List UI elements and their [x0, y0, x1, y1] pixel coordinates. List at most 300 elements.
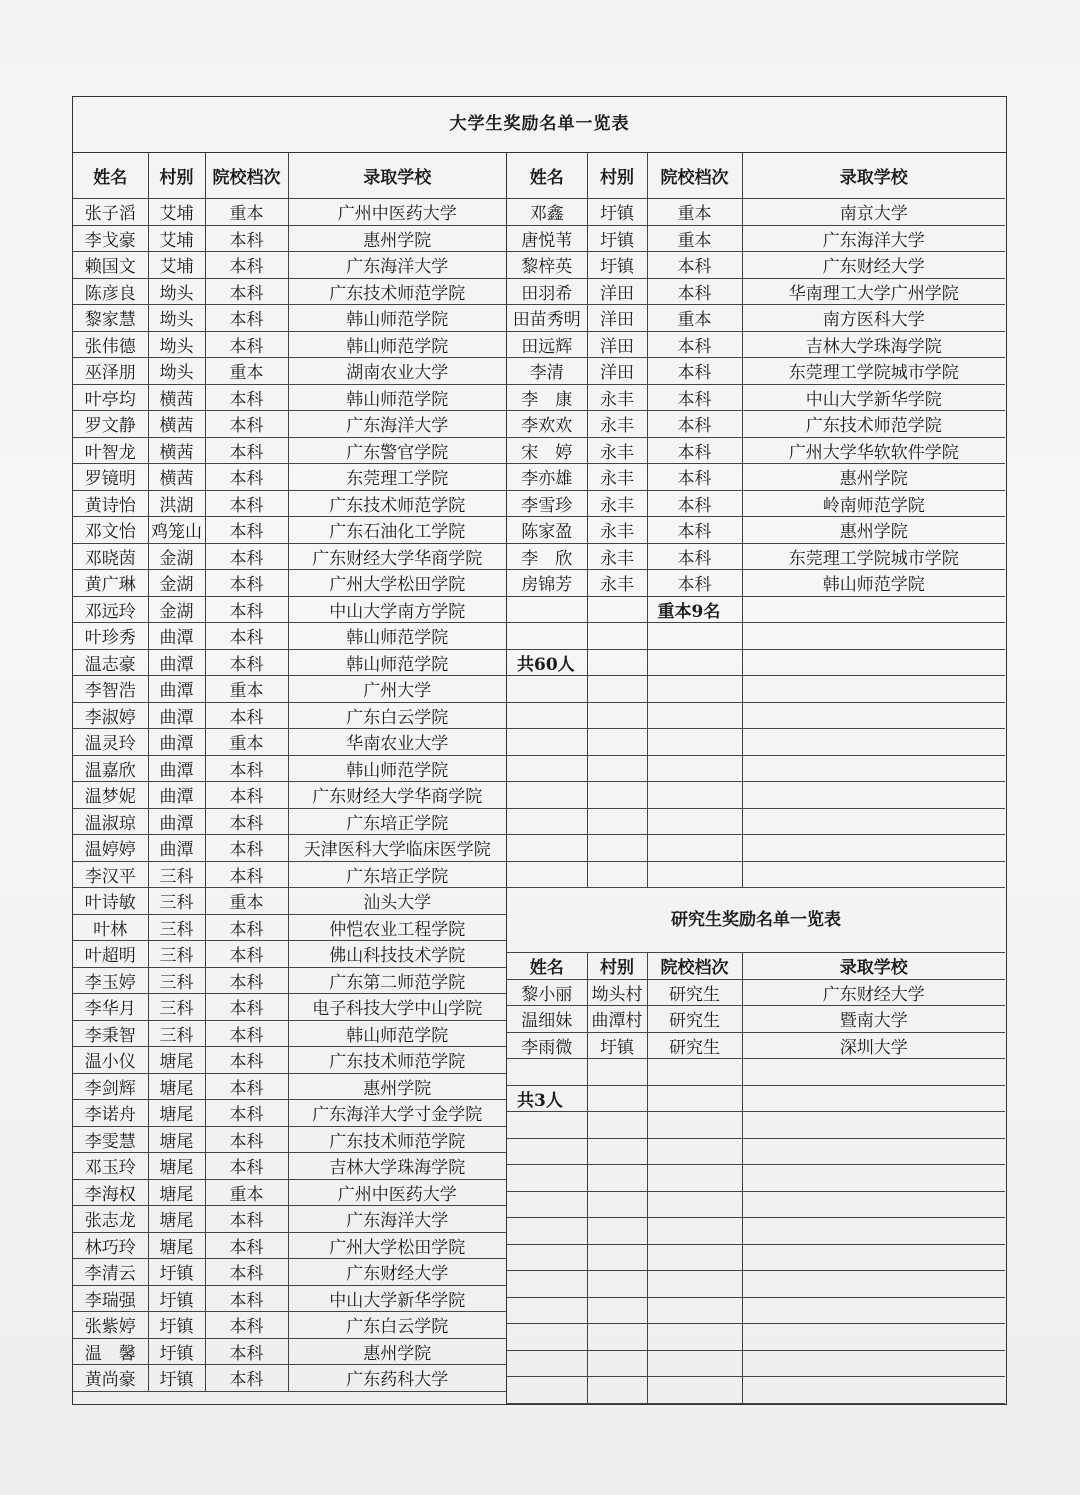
cell-village: 圩镇	[148, 1259, 205, 1286]
cell-level: 本科	[205, 252, 288, 279]
cell-village: 永丰	[587, 384, 647, 411]
cell-level: 本科	[205, 570, 288, 597]
empty-cell	[647, 1377, 742, 1404]
cell-name: 温志豪	[73, 649, 148, 676]
blank-row	[507, 1350, 1005, 1377]
table-row	[507, 305, 1005, 332]
empty-cell	[647, 1165, 742, 1192]
cell-school: 韩山师范学院	[288, 623, 506, 650]
cell-name: 田苗秀明	[507, 305, 587, 332]
grad-row	[507, 1032, 1005, 1059]
empty-cell	[587, 1377, 647, 1404]
grad-header-row	[507, 953, 1005, 980]
cell-school: 电子科技大学中山学院	[288, 994, 506, 1021]
blank-row	[507, 702, 1005, 729]
cell-name: 赖国文	[73, 252, 148, 279]
cell-village: 金湖	[148, 543, 205, 570]
empty-cell	[742, 1377, 1005, 1404]
right-table-body	[507, 153, 1005, 1403]
empty-cell	[507, 1059, 587, 1086]
cell-village: 永丰	[587, 543, 647, 570]
cell-level: 本科	[205, 835, 288, 862]
grad-title: 研究生奖励名单一览表	[507, 888, 1005, 953]
cell-village: 曲潭	[148, 729, 205, 756]
cell-village: 圩镇	[148, 1365, 205, 1392]
header-level: 院校档次	[647, 153, 742, 199]
header-school: 录取学校	[288, 153, 506, 199]
cell-name: 林巧玲	[73, 1232, 148, 1259]
empty-cell	[587, 1350, 647, 1377]
blank-row	[507, 782, 1005, 809]
table-row	[73, 543, 506, 570]
empty-cell	[647, 649, 742, 676]
cell-school: 广州大学华软软件学院	[742, 437, 1005, 464]
cell-level: 重本	[205, 358, 288, 385]
empty-cell	[647, 835, 742, 862]
cell-school: 中山大学新华学院	[742, 384, 1005, 411]
cell-level: 本科	[205, 782, 288, 809]
empty-cell	[647, 676, 742, 703]
cell-school: 吉林大学珠海学院	[742, 331, 1005, 358]
cell-school: 广东第二师范学院	[288, 967, 506, 994]
cell-school: 南京大学	[742, 199, 1005, 226]
cell-name: 李欢欢	[507, 411, 587, 438]
cell-level: 本科	[205, 994, 288, 1021]
cell-school: 广东财经大学华商学院	[288, 543, 506, 570]
main-title: 大学生奖励名单一览表	[73, 97, 1006, 153]
cell-village: 三科	[148, 861, 205, 888]
table-row	[73, 702, 506, 729]
cell-name: 李亦雄	[507, 464, 587, 491]
table-row	[73, 225, 506, 252]
cell-level: 本科	[205, 1206, 288, 1233]
empty-cell	[587, 1138, 647, 1165]
cell-school: 韩山师范学院	[288, 305, 506, 332]
cell-level: 本科	[205, 623, 288, 650]
cell-village: 曲潭	[148, 702, 205, 729]
cell-school: 韩山师范学院	[288, 331, 506, 358]
empty-cell	[507, 1350, 587, 1377]
cell-level: 重本	[205, 729, 288, 756]
cell-school: 韩山师范学院	[288, 384, 506, 411]
cell-school: 南方医科大学	[742, 305, 1005, 332]
blank-row	[507, 676, 1005, 703]
cell-level: 本科	[205, 1153, 288, 1180]
empty-cell	[587, 755, 647, 782]
cell-school: 广东财经大学	[288, 1259, 506, 1286]
empty-cell	[507, 1271, 587, 1298]
empty-cell	[742, 835, 1005, 862]
cell-level: 本科	[647, 384, 742, 411]
cell-village: 洋田	[587, 278, 647, 305]
right-header-row	[507, 153, 1005, 199]
cell-school: 东莞理工学院城市学院	[742, 358, 1005, 385]
blank-row	[507, 861, 1005, 888]
right-column	[507, 153, 1005, 1404]
cell-level: 本科	[205, 225, 288, 252]
cell-name: 叶诗敏	[73, 888, 148, 915]
cell-level: 本科	[205, 702, 288, 729]
cell-name: 李戈豪	[73, 225, 148, 252]
table-row	[73, 1232, 506, 1259]
empty-cell	[742, 1191, 1005, 1218]
empty-cell	[507, 1324, 587, 1351]
cell-name: 黄诗怡	[73, 490, 148, 517]
cell-village: 塘尾	[148, 1179, 205, 1206]
cell-name: 张伟德	[73, 331, 148, 358]
cell-school: 广州大学	[288, 676, 506, 703]
blank-row	[507, 1138, 1005, 1165]
cell-level: 本科	[205, 1259, 288, 1286]
empty-cell	[587, 676, 647, 703]
cell-level: 本科	[205, 543, 288, 570]
table-row	[73, 437, 506, 464]
cell-village: 圩镇	[587, 252, 647, 279]
cell-school: 广东海洋大学	[288, 1206, 506, 1233]
cell-name: 李清云	[73, 1259, 148, 1286]
empty-cell	[647, 1218, 742, 1245]
cell-level: 本科	[205, 1100, 288, 1127]
empty-cell	[507, 676, 587, 703]
table-row	[73, 517, 506, 544]
cell-school: 广州大学松田学院	[288, 570, 506, 597]
cell-level: 本科	[205, 1312, 288, 1339]
table-row	[73, 411, 506, 438]
table-row	[73, 967, 506, 994]
cell-school: 广州中医药大学	[288, 199, 506, 226]
cell-name: 田羽希	[507, 278, 587, 305]
table-row	[73, 1100, 506, 1127]
cell-village: 三科	[148, 1020, 205, 1047]
cell-name: 叶亭均	[73, 384, 148, 411]
cell-village: 永丰	[587, 437, 647, 464]
cell-school: 广东白云学院	[288, 1312, 506, 1339]
table-row	[73, 835, 506, 862]
cell-village: 永丰	[587, 464, 647, 491]
grad-row	[507, 979, 1005, 1006]
cell-level: 本科	[647, 411, 742, 438]
cell-village: 圩镇	[148, 1285, 205, 1312]
cell-name: 温梦妮	[73, 782, 148, 809]
empty-cell	[587, 649, 647, 676]
table-row	[73, 888, 506, 915]
cell-school: 岭南师范学院	[742, 490, 1005, 517]
table-row	[73, 1073, 506, 1100]
table-row	[507, 252, 1005, 279]
empty-cell	[587, 808, 647, 835]
empty-cell	[742, 1059, 1005, 1086]
cell-name: 温嘉欣	[73, 755, 148, 782]
cell-village: 金湖	[148, 596, 205, 623]
blank-row	[507, 808, 1005, 835]
cell-school: 韩山师范学院	[288, 649, 506, 676]
cell-village: 艾埔	[148, 225, 205, 252]
empty-cell	[647, 808, 742, 835]
cell-level: 重本	[205, 888, 288, 915]
empty-cell	[742, 1138, 1005, 1165]
cell-name: 邓文怡	[73, 517, 148, 544]
cell-name: 邓晓茵	[73, 543, 148, 570]
cell-village: 圩镇	[148, 1312, 205, 1339]
cell-name: 黄广琳	[73, 570, 148, 597]
table-row	[507, 384, 1005, 411]
cell-village: 洋田	[587, 305, 647, 332]
cell-name: 李华月	[73, 994, 148, 1021]
cell-level: 本科	[205, 861, 288, 888]
cell-level: 本科	[205, 596, 288, 623]
empty-cell	[507, 861, 587, 888]
cell-school: 广东财经大学	[742, 252, 1005, 279]
table-row	[73, 782, 506, 809]
cell-name: 温细妹	[507, 1006, 587, 1033]
table-row	[73, 384, 506, 411]
blank-row	[507, 1324, 1005, 1351]
empty-cell	[647, 623, 742, 650]
cell-village: 艾埔	[148, 199, 205, 226]
cell-name: 温小仪	[73, 1047, 148, 1074]
grad-total: 共3人	[507, 1085, 587, 1112]
cell-name: 张子滔	[73, 199, 148, 226]
table-row	[73, 1312, 506, 1339]
cell-village: 横茜	[148, 411, 205, 438]
header-village: 村别	[148, 153, 205, 199]
cell-name: 邓远玲	[73, 596, 148, 623]
cell-name: 邓玉玲	[73, 1153, 148, 1180]
table-row	[73, 1365, 506, 1392]
blank-row	[507, 1112, 1005, 1139]
cell-name: 李诺舟	[73, 1100, 148, 1127]
cell-school: 韩山师范学院	[288, 1020, 506, 1047]
cell-level: 本科	[205, 1020, 288, 1047]
cell-village: 坳头	[148, 331, 205, 358]
cell-level: 重本	[647, 199, 742, 226]
cell-village: 三科	[148, 994, 205, 1021]
cell-name: 温 馨	[73, 1338, 148, 1365]
table-row	[73, 861, 506, 888]
cell-village: 曲潭	[148, 835, 205, 862]
table-row	[73, 914, 506, 941]
blank-row	[507, 835, 1005, 862]
table-row	[73, 596, 506, 623]
cell-village: 横茜	[148, 384, 205, 411]
empty-cell	[507, 835, 587, 862]
cell-level: 本科	[205, 437, 288, 464]
left-column	[73, 153, 507, 1404]
empty-cell	[587, 1218, 647, 1245]
table-row	[73, 1206, 506, 1233]
cell-village: 塘尾	[148, 1126, 205, 1153]
cell-village: 塘尾	[148, 1232, 205, 1259]
empty-cell	[742, 1297, 1005, 1324]
table-row	[507, 278, 1005, 305]
cell-village: 曲潭	[148, 782, 205, 809]
table-row	[73, 1020, 506, 1047]
empty-cell	[742, 1218, 1005, 1245]
cell-village: 洪湖	[148, 490, 205, 517]
cell-level: 本科	[647, 278, 742, 305]
empty-cell	[507, 1138, 587, 1165]
cell-school: 广东技术师范学院	[742, 411, 1005, 438]
cell-level: 本科	[205, 490, 288, 517]
table-row	[73, 1179, 506, 1206]
header-school: 录取学校	[742, 153, 1005, 199]
cell-name: 黎小丽	[507, 979, 587, 1006]
cell-level: 本科	[205, 278, 288, 305]
cell-village: 三科	[148, 941, 205, 968]
cell-name: 李海权	[73, 1179, 148, 1206]
blank-row	[507, 1165, 1005, 1192]
empty-cell	[587, 1191, 647, 1218]
summary-total-row	[507, 649, 1005, 676]
cell-level: 本科	[647, 252, 742, 279]
empty-cell	[507, 1297, 587, 1324]
cell-level: 本科	[205, 1338, 288, 1365]
cell-level: 本科	[205, 755, 288, 782]
cell-school: 仲恺农业工程学院	[288, 914, 506, 941]
cell-school: 吉林大学珠海学院	[288, 1153, 506, 1180]
cell-school: 惠州学院	[742, 464, 1005, 491]
cell-level: 重本	[205, 199, 288, 226]
cell-name: 李雨微	[507, 1032, 587, 1059]
blank-row	[507, 1059, 1005, 1086]
grad-header-name: 姓名	[507, 953, 587, 980]
table-row	[73, 570, 506, 597]
table-row	[73, 623, 506, 650]
cell-village: 鸡笼山	[148, 517, 205, 544]
cell-school: 中山大学南方学院	[288, 596, 506, 623]
cell-name: 叶林	[73, 914, 148, 941]
cell-village: 横茜	[148, 437, 205, 464]
cell-level: 本科	[647, 543, 742, 570]
cell-school: 广东海洋大学	[288, 252, 506, 279]
empty-cell	[507, 1218, 587, 1245]
empty-cell	[507, 702, 587, 729]
empty-cell	[742, 623, 1005, 650]
cell-name: 李秉智	[73, 1020, 148, 1047]
cell-level: 本科	[205, 384, 288, 411]
cell-school: 暨南大学	[742, 1006, 1005, 1033]
table-row	[73, 331, 506, 358]
cell-school: 韩山师范学院	[288, 755, 506, 782]
empty-cell	[742, 755, 1005, 782]
cell-school: 广东财经大学华商学院	[288, 782, 506, 809]
table-row	[73, 994, 506, 1021]
empty-cell	[587, 782, 647, 809]
cell-village: 塘尾	[148, 1153, 205, 1180]
cell-level: 本科	[205, 1047, 288, 1074]
cell-village: 永丰	[587, 517, 647, 544]
cell-level: 本科	[647, 490, 742, 517]
empty-cell	[507, 755, 587, 782]
table-row	[507, 411, 1005, 438]
table-row	[73, 1285, 506, 1312]
table-row	[73, 305, 506, 332]
left-table-body	[73, 153, 506, 1391]
empty-cell	[587, 702, 647, 729]
empty-cell	[507, 782, 587, 809]
cell-level: 本科	[205, 517, 288, 544]
cell-level: 本科	[205, 967, 288, 994]
cell-school: 广州中医药大学	[288, 1179, 506, 1206]
table-row	[507, 225, 1005, 252]
cell-school: 广东技术师范学院	[288, 1126, 506, 1153]
empty-cell	[742, 729, 1005, 756]
cell-village: 洋田	[587, 358, 647, 385]
cell-level: 本科	[205, 411, 288, 438]
empty-cell	[742, 782, 1005, 809]
cell-level: 本科	[205, 941, 288, 968]
empty-cell	[507, 1112, 587, 1139]
empty-cell	[647, 1324, 742, 1351]
empty-cell	[647, 1271, 742, 1298]
cell-school: 广东技术师范学院	[288, 278, 506, 305]
cell-level: 本科	[205, 331, 288, 358]
cell-name: 温灵玲	[73, 729, 148, 756]
empty-cell	[742, 1085, 1005, 1112]
table-row	[73, 490, 506, 517]
empty-cell	[507, 1191, 587, 1218]
table-row	[507, 358, 1005, 385]
header-name: 姓名	[507, 153, 587, 199]
cell-school: 广东财经大学	[742, 979, 1005, 1006]
cell-school: 华南理工大学广州学院	[742, 278, 1005, 305]
header-level: 院校档次	[205, 153, 288, 199]
cell-village: 塘尾	[148, 1100, 205, 1127]
cell-name: 黎梓英	[507, 252, 587, 279]
empty-cell	[742, 1324, 1005, 1351]
blank-row	[507, 623, 1005, 650]
blank-row	[507, 1297, 1005, 1324]
cell-village: 曲潭	[148, 623, 205, 650]
empty-cell	[587, 861, 647, 888]
empty-cell	[647, 702, 742, 729]
cell-name: 巫泽朋	[73, 358, 148, 385]
table-row	[507, 543, 1005, 570]
cell-school: 广东培正学院	[288, 861, 506, 888]
table-row	[73, 1338, 506, 1365]
empty-cell	[742, 649, 1005, 676]
empty-cell	[587, 1271, 647, 1298]
summary-key-row	[507, 596, 1005, 623]
cell-level: 重本	[647, 305, 742, 332]
cell-village: 塘尾	[148, 1206, 205, 1233]
empty-cell	[587, 1244, 647, 1271]
cell-village: 洋田	[587, 331, 647, 358]
table-row	[73, 252, 506, 279]
blank-row	[507, 1191, 1005, 1218]
cell-name: 李 康	[507, 384, 587, 411]
cell-name: 黄尚豪	[73, 1365, 148, 1392]
empty-cell	[742, 1271, 1005, 1298]
empty-cell	[507, 596, 587, 623]
cell-level: 本科	[647, 331, 742, 358]
cell-name: 李清	[507, 358, 587, 385]
cell-school: 广东培正学院	[288, 808, 506, 835]
cell-school: 韩山师范学院	[742, 570, 1005, 597]
grad-header-school: 录取学校	[742, 953, 1005, 980]
cell-level: 本科	[647, 437, 742, 464]
cell-level: 本科	[205, 1285, 288, 1312]
cell-school: 广东海洋大学	[742, 225, 1005, 252]
empty-cell	[587, 835, 647, 862]
cell-name: 罗文静	[73, 411, 148, 438]
cell-school: 广东警官学院	[288, 437, 506, 464]
cell-name: 李玉婷	[73, 967, 148, 994]
cell-village: 坳头	[148, 305, 205, 332]
left-header-row	[73, 153, 506, 199]
cell-school: 广东技术师范学院	[288, 490, 506, 517]
cell-village: 艾埔	[148, 252, 205, 279]
